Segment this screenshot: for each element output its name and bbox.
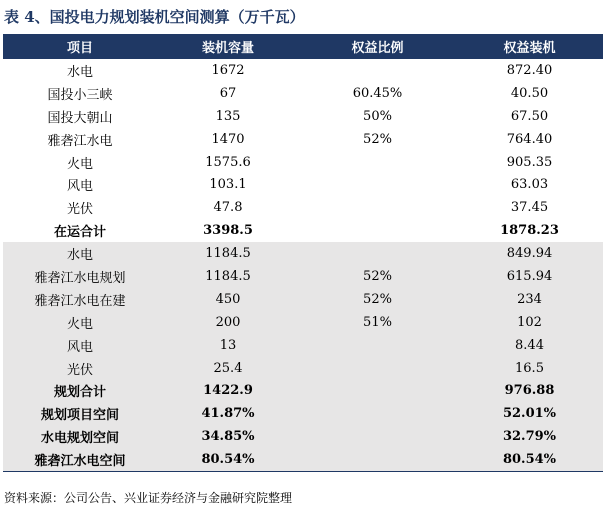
cell-item: 火电	[66, 316, 93, 332]
table-row	[3, 448, 603, 471]
table-row	[3, 219, 603, 242]
cell-capacity: 1184.5	[205, 246, 251, 262]
source-note: 资料来源：公司公告、兴业证券经济与金融研究院整理	[4, 491, 293, 505]
cell-equity-capacity: 1878.23	[500, 223, 559, 239]
cell-equity-ratio	[299, 151, 456, 174]
cell-equity-capacity: 102	[517, 314, 542, 330]
cell-equity-ratio: 51%	[363, 314, 392, 330]
table-row	[3, 288, 603, 311]
cell-equity-ratio	[299, 402, 456, 425]
cell-equity-capacity: 16.5	[515, 360, 544, 376]
cell-equity-capacity: 849.94	[506, 246, 553, 262]
table-title: 表 4、国投电力规划装机空间测算（万千瓦）	[4, 8, 305, 26]
table-container	[3, 34, 603, 472]
cell-equity-capacity: 905.35	[506, 154, 553, 170]
cell-equity-ratio	[299, 448, 456, 471]
cell-capacity: 47.8	[213, 200, 243, 216]
table-row	[3, 59, 603, 82]
cell-capacity: 450	[215, 291, 241, 307]
table-header-row	[3, 34, 603, 59]
cell-equity-capacity: 52.01%	[502, 406, 557, 422]
table-row	[3, 334, 603, 357]
cell-item: 水电规划空间	[40, 431, 119, 447]
table-row	[3, 402, 603, 425]
cell-item: 规划合计	[53, 385, 106, 401]
table-row	[3, 128, 603, 151]
cell-equity-ratio: 52%	[363, 131, 392, 147]
cell-capacity: 200	[215, 314, 241, 330]
cell-equity-capacity: 63.03	[510, 177, 549, 193]
cell-capacity: 1575.6	[205, 154, 251, 170]
header-item: 项目	[66, 41, 93, 56]
table-row	[3, 265, 603, 288]
cell-item: 光伏	[66, 202, 93, 218]
cell-equity-ratio: 60.45%	[352, 85, 403, 101]
cell-equity-ratio: 52%	[363, 268, 392, 284]
cell-capacity: 135	[215, 108, 241, 124]
capacity-table	[3, 34, 603, 472]
cell-equity-capacity: 976.88	[504, 383, 555, 399]
cell-equity-capacity: 764.40	[506, 131, 553, 147]
cell-equity-ratio	[299, 357, 456, 380]
cell-item: 雅砻江水电规划	[34, 270, 126, 286]
cell-item: 光伏	[66, 362, 93, 378]
cell-capacity: 1422.9	[203, 383, 253, 399]
table-row	[3, 379, 603, 402]
cell-equity-capacity: 8.44	[515, 337, 544, 353]
cell-equity-ratio	[299, 425, 456, 448]
cell-equity-capacity: 80.54%	[502, 451, 557, 467]
cell-item: 火电	[66, 156, 93, 172]
cell-item: 国投小三峡	[47, 87, 113, 103]
cell-capacity: 1184.5	[205, 268, 251, 284]
table-row	[3, 425, 603, 448]
table-row	[3, 196, 603, 219]
cell-capacity: 3398.5	[203, 223, 253, 239]
cell-equity-ratio: 52%	[363, 291, 392, 307]
cell-capacity: 13	[219, 337, 237, 353]
table-row	[3, 311, 603, 334]
cell-equity-ratio	[299, 196, 456, 219]
table-row	[3, 82, 603, 105]
cell-capacity: 80.54%	[201, 451, 255, 467]
table-row	[3, 242, 603, 265]
cell-equity-capacity: 40.50	[510, 85, 549, 101]
cell-equity-capacity: 615.94	[506, 268, 553, 284]
cell-item: 水电	[66, 64, 93, 80]
cell-equity-capacity: 234	[517, 291, 542, 307]
cell-item: 国投大朝山	[47, 110, 113, 126]
cell-item: 雅砻江水电在建	[34, 293, 126, 309]
cell-equity-ratio	[299, 242, 456, 265]
cell-item: 规划项目空间	[40, 408, 119, 424]
cell-equity-ratio	[299, 219, 456, 242]
table-row	[3, 105, 603, 128]
table-row	[3, 357, 603, 380]
cell-equity-capacity: 67.50	[510, 108, 549, 124]
header-equity-capacity: 权益装机	[503, 41, 556, 56]
cell-item: 在运合计	[53, 225, 106, 241]
cell-equity-ratio	[299, 173, 456, 196]
cell-equity-capacity: 872.40	[506, 62, 553, 78]
cell-equity-ratio	[299, 59, 456, 82]
cell-equity-ratio	[299, 334, 456, 357]
table-row	[3, 173, 603, 196]
cell-equity-ratio	[299, 379, 456, 402]
cell-capacity: 67	[219, 85, 237, 101]
cell-capacity: 103.1	[209, 177, 247, 193]
header-equity-ratio: 权益比例	[351, 41, 404, 56]
table-row	[3, 151, 603, 174]
cell-item: 风电	[66, 339, 93, 355]
cell-capacity: 1470	[211, 131, 245, 147]
cell-equity-capacity: 37.45	[510, 200, 549, 216]
cell-capacity: 25.4	[213, 360, 243, 376]
cell-item: 水电	[66, 248, 93, 264]
cell-item: 风电	[66, 179, 93, 195]
header-capacity: 装机容量	[201, 41, 254, 56]
table-body	[3, 59, 603, 471]
cell-equity-ratio: 50%	[363, 108, 392, 124]
cell-equity-capacity: 32.79%	[502, 429, 557, 445]
cell-item: 雅砻江水电	[47, 133, 113, 149]
cell-capacity: 41.87%	[201, 406, 255, 422]
cell-capacity: 34.85%	[201, 429, 255, 445]
cell-item: 雅砻江水电空间	[34, 453, 126, 469]
cell-capacity: 1672	[211, 62, 245, 78]
